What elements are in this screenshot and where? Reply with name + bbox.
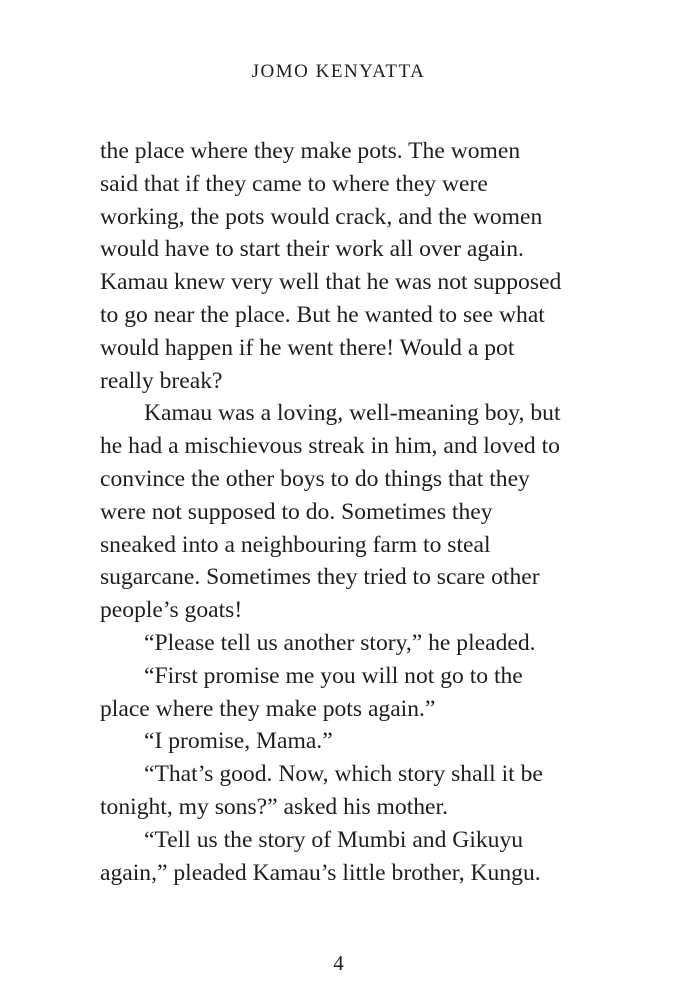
text-line: place where they make pots again.” (100, 695, 436, 722)
text-line: again,” pleaded Kamau’s little brother, Kungu. (100, 859, 541, 886)
text-line: tonight, my sons?” asked his mother. (100, 793, 448, 820)
text-line: “First promise me you will not go to the (144, 662, 523, 689)
paragraph (100, 135, 600, 397)
text-line: sugarcane. Sometimes they tried to scare other (100, 564, 540, 591)
paragraph (100, 758, 600, 824)
paragraph (100, 824, 600, 890)
paragraph (100, 627, 600, 660)
text-line: people’s goats! (100, 597, 243, 624)
text-line: he had a mischievous streak in him, and loved to (100, 433, 560, 460)
text-line: said that if they came to where they were (100, 170, 488, 197)
text-line: Kamau knew very well that he was not supposed (100, 269, 562, 296)
running-head: JOMO KENYATTA (251, 61, 426, 82)
text-line: really break? (100, 367, 223, 394)
text-line: working, the pots would crack, and the women (100, 203, 543, 230)
paragraph (100, 660, 600, 726)
paragraph (100, 397, 600, 627)
paragraph (100, 725, 600, 758)
text-line: “That’s good. Now, which story shall it be (144, 761, 543, 788)
text-line: “I promise, Mama.” (144, 728, 333, 755)
text-line: “Please tell us another story,” he pleaded. (144, 629, 536, 656)
text-line: Kamau was a loving, well-meaning boy, but (144, 400, 561, 427)
text-line: sneaked into a neighbouring farm to steal (100, 531, 491, 558)
text-line: would happen if he went there! Would a pot (100, 334, 515, 361)
text-line: to go near the place. But he wanted to see what (100, 301, 545, 328)
body-text (100, 135, 600, 889)
text-line: convince the other boys to do things that they (100, 465, 530, 492)
text-line: would have to start their work all over again. (100, 236, 524, 263)
text-line: were not supposed to do. Sometimes they (100, 498, 493, 525)
page-number: 4 (333, 951, 344, 975)
text-line: “Tell us the story of Mumbi and Gikuyu (144, 826, 524, 853)
text-line: the place where they make pots. The women (100, 138, 521, 164)
